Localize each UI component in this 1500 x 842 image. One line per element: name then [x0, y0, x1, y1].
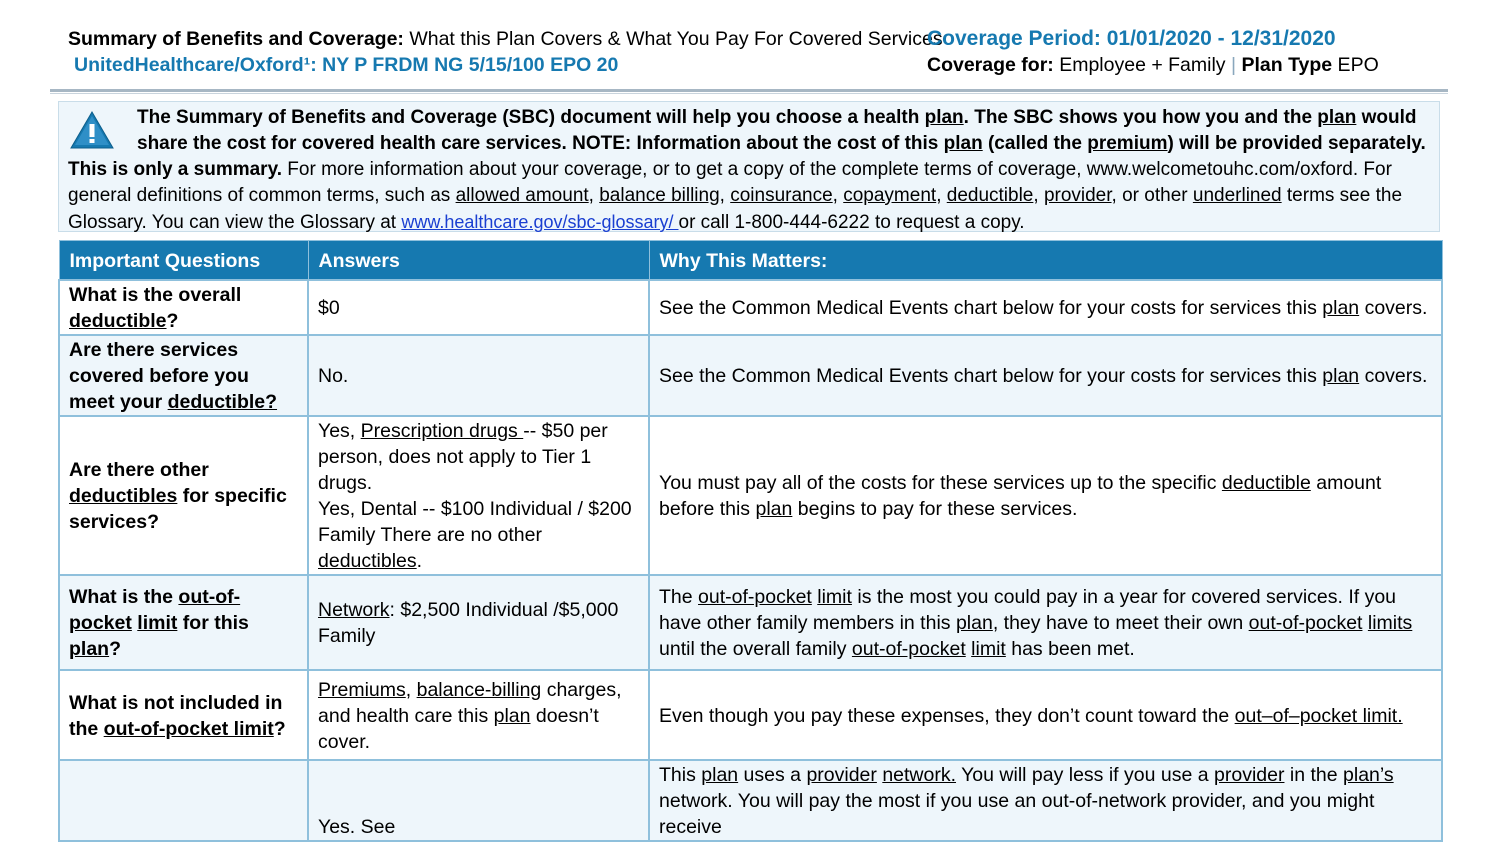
question-cell	[59, 670, 308, 760]
term-out-of-pocket: out-of-pocket	[69, 586, 241, 634]
question-cell	[59, 760, 308, 841]
coverage-for-label: Coverage for:	[927, 54, 1054, 76]
notice-comma: ,	[719, 185, 731, 206]
answer-text: Yes,	[318, 420, 361, 442]
question-cell	[59, 280, 308, 335]
notice-text: The Summary of Benefits and Coverage (SBC) document will help you choose a health	[137, 107, 925, 128]
question-text: What is the	[69, 586, 179, 608]
notice-text: (called the	[982, 133, 1088, 154]
plan-type-value: EPO	[1332, 54, 1379, 76]
why-text: This	[659, 764, 702, 786]
header-separator: |	[1230, 54, 1237, 76]
term-out-of-pocket-limit: out-of-pocket limit	[103, 717, 274, 740]
plan-name: UnitedHealthcare/Oxford¹: NY P FRDM NG 5/15/100 EPO 20	[74, 54, 619, 76]
why-text: You must pay all of the costs for these services up to the specific	[659, 472, 1222, 494]
glossary-link[interactable]: www.healthcare.gov/sbc-glossary/	[401, 212, 679, 232]
term-plan: plan	[924, 107, 964, 128]
term-deductible: deductible	[69, 310, 167, 332]
table-row	[59, 575, 1442, 670]
question-text: ?	[166, 310, 179, 332]
term-out-of-pocket: out-of-pocket	[851, 638, 966, 660]
term-out-of-pocket: out-of-pocket	[1248, 612, 1363, 634]
sbc-notice-box	[58, 101, 1440, 232]
notice-text: would share the cost for covered health care services. NOTE: Information about the cost of this	[137, 107, 1417, 154]
term-balance-billing: balance billing	[599, 185, 720, 206]
term-deductible: deductible	[1221, 472, 1311, 494]
answer-text: .	[416, 550, 423, 572]
notice-text: terms see the Glossary. You can view the Glossary at	[68, 185, 1403, 233]
why-text: covers.	[1359, 297, 1428, 319]
why-text: begins to pay for these services.	[792, 498, 1078, 520]
why-cell	[649, 670, 1442, 760]
why-cell	[649, 575, 1442, 670]
answer-text: ,	[405, 678, 417, 701]
term-plan: plan	[955, 612, 993, 634]
question-cell	[59, 335, 308, 416]
table-row	[59, 760, 1442, 841]
answer-cell: $0	[308, 280, 649, 335]
answer-text: : $2,500 Individual /$5,000 Family	[318, 599, 619, 647]
important-questions-table	[58, 240, 1443, 842]
term-provider: provider	[1043, 185, 1112, 206]
notice-text: or call 1-800-444-6222 to request a copy.	[678, 212, 1025, 233]
term-limit: limit	[137, 612, 178, 634]
term-plan: plan	[755, 498, 793, 520]
question-text: Are there services covered before you meet your	[69, 339, 249, 413]
answer-text: Yes, Dental -- $100 Individual / $200 Family There are no other	[318, 498, 632, 546]
term-allowed-amount: allowed amount	[455, 185, 589, 206]
answer-text: doesn’t cover.	[318, 704, 599, 753]
why-text: , they have to meet their own	[992, 612, 1249, 634]
table-row	[59, 335, 1442, 416]
plan-type-label: Plan Type	[1236, 54, 1333, 76]
term-plan: plan	[1317, 107, 1357, 128]
notice-comma: ,	[936, 185, 947, 206]
term-prescription-drugs: Prescription drugs	[360, 420, 524, 442]
question-text: for this	[177, 612, 249, 634]
why-text: covers.	[1359, 365, 1428, 387]
term-copayment: copayment	[843, 185, 937, 206]
why-text: is the most you could pay in a year for covered services. If you have other family members in this	[659, 586, 1397, 634]
why-text: See the Common Medical Events chart below for your costs for services this	[659, 365, 1323, 387]
table-row	[59, 670, 1442, 760]
term-plan: plan	[1322, 365, 1360, 387]
why-text: amount before this	[659, 472, 1382, 520]
term-deductible: deductible	[946, 185, 1034, 206]
answer-cell	[308, 670, 649, 760]
notice-comma: ,	[1033, 185, 1044, 206]
term-network: Network	[318, 599, 390, 621]
term-limit: limit	[817, 586, 852, 608]
coverage-for	[927, 54, 1379, 77]
question-text: What is the overall	[69, 284, 242, 306]
term-plan: plan	[69, 638, 110, 660]
term-plan: plan	[943, 133, 983, 154]
answer-text: -- $50 per person, does not apply to Tier 1 drugs.	[318, 420, 608, 494]
why-text: in the	[1284, 764, 1344, 786]
question-text: What is not included in the	[69, 691, 283, 740]
notice-text: For more information about your coverage, or to get a copy of the complete terms of coverage, www.welcometouhc.com/oxford. For general definitions of common terms, such as	[68, 159, 1392, 206]
term-premium: premium	[1087, 133, 1168, 154]
term-out-of-pocket: out-of-pocket	[698, 586, 812, 608]
header-important-questions: Important Questions	[59, 241, 308, 281]
header-answers: Answers	[308, 241, 649, 281]
notice-text: , or other	[1111, 185, 1193, 206]
term-premiums: Premiums	[318, 678, 406, 701]
term-limit: limit	[971, 638, 1006, 660]
term-deductibles: deductibles	[69, 485, 178, 507]
notice-text: . The SBC shows you how you and the	[963, 107, 1318, 128]
why-text: until the overall family	[659, 638, 852, 660]
coverage-period: Coverage Period: 01/01/2020 - 12/31/2020	[927, 27, 1336, 50]
term-plan: plan	[493, 704, 531, 727]
term-limits: limits	[1367, 612, 1413, 634]
answer-cell	[308, 416, 649, 575]
why-text: You will pay less if you use a	[956, 764, 1215, 786]
header-title	[68, 28, 943, 51]
header-title-rest: What this Plan Covers & What You Pay For Covered Services	[403, 28, 943, 50]
answer-cell	[308, 760, 649, 841]
question-text: Are there other	[69, 459, 209, 481]
question-cell	[59, 416, 308, 575]
term-deductible: deductible?	[167, 391, 278, 413]
term-provider: provider	[1214, 764, 1285, 786]
term-coinsurance: coinsurance	[730, 185, 833, 206]
why-text: The	[659, 586, 699, 608]
notice-heading	[137, 105, 1437, 157]
term-underlined: underlined	[1192, 185, 1282, 206]
why-text: uses a	[738, 764, 807, 786]
header-divider	[50, 89, 1448, 92]
question-text: ?	[273, 717, 286, 740]
why-text: network. You will pay the most if you use an out-of-network provider, and you might receive	[659, 790, 1375, 838]
term-network: network.	[882, 764, 957, 786]
term-deductibles: deductibles	[318, 550, 417, 572]
table-row	[59, 280, 1442, 335]
why-cell	[649, 416, 1442, 575]
why-cell	[649, 280, 1442, 335]
answer-text: Yes. See	[318, 816, 396, 838]
coverage-for-value: Employee + Family	[1053, 54, 1231, 76]
table-row	[59, 416, 1442, 575]
notice-comma: ,	[832, 185, 844, 206]
notice-comma: ,	[588, 185, 600, 206]
answer-cell	[308, 575, 649, 670]
term-plans: plan’s	[1343, 764, 1394, 786]
header-title-bold: Summary of Benefits and Coverage:	[68, 28, 404, 50]
question-text: ?	[109, 638, 122, 660]
table-header-row	[59, 241, 1442, 281]
why-text: has been met.	[1005, 638, 1135, 660]
header-divider-light	[50, 93, 1448, 94]
notice-body	[68, 157, 1438, 236]
term-plan: plan	[701, 764, 739, 786]
answer-text: charges, and health care this	[318, 678, 622, 727]
question-cell	[59, 575, 308, 670]
term-provider: provider	[806, 764, 877, 786]
warning-icon	[69, 110, 115, 150]
why-cell	[649, 760, 1442, 841]
why-text: Even though you pay these expenses, they don’t count toward the	[659, 704, 1235, 727]
question-text: for specific services?	[69, 485, 287, 533]
term-out-of-pocket-limit: out–of–pocket limit.	[1234, 704, 1403, 727]
answer-cell: No.	[308, 335, 649, 416]
header-why-this-matters: Why This Matters:	[649, 241, 1442, 281]
why-text: See the Common Medical Events chart below for your costs for services this	[659, 297, 1323, 319]
notice-summary-bold: This is only a summary.	[68, 159, 283, 180]
notice-text: ) will be provided separately.	[1167, 133, 1426, 154]
term-balance-billing: balance-billing	[416, 678, 542, 701]
term-plan: plan	[1322, 297, 1360, 319]
why-cell	[649, 335, 1442, 416]
